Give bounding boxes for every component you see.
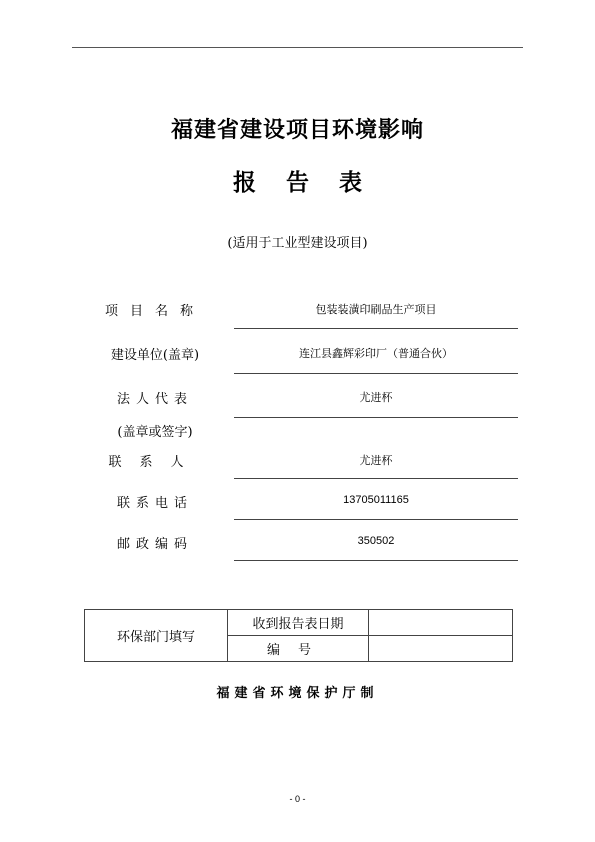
legal-rep-value: 尤进杯 — [359, 391, 393, 404]
received-date-label: 收到报告表日期 — [228, 610, 369, 636]
phone-label: 联系电话 — [116, 496, 193, 511]
postal-code-value: 350502 — [357, 535, 395, 547]
phone-value: 13705011165 — [343, 494, 409, 506]
number-label: 编号 — [228, 636, 369, 662]
postal-code-line — [234, 560, 518, 561]
project-name-label: 项目名称 — [104, 304, 205, 319]
number-cell[interactable] — [369, 636, 513, 662]
project-name-line — [234, 328, 518, 329]
document-title: 福建省建设项目环境影响 — [170, 117, 424, 143]
department-fill-label: 环保部门填写 — [85, 610, 228, 662]
seal-or-signature-label: (盖章或签字) — [117, 425, 193, 440]
document-subtitle: 报 告 表 — [232, 169, 362, 196]
received-date-cell[interactable] — [369, 610, 513, 636]
legal-rep-line — [234, 417, 518, 418]
issuer: 福建省环境保护厅制 — [216, 686, 379, 701]
contact-person-label: 联系人 — [108, 455, 202, 470]
page-number: - 0 - — [289, 794, 306, 804]
receipt-table — [84, 609, 513, 662]
scope-note: (适用于工业型建设项目) — [227, 236, 368, 251]
construction-unit-value: 连江县鑫辉彩印厂（普通合伙） — [299, 347, 453, 360]
contact-person-value: 尤进杯 — [359, 454, 393, 467]
header-rule — [72, 47, 523, 48]
construction-unit-label: 建设单位(盖章) — [110, 348, 200, 363]
postal-code-label: 邮政编码 — [116, 537, 193, 552]
project-name-value: 包装装潢印刷品生产项目 — [315, 303, 437, 316]
phone-line — [234, 519, 518, 520]
construction-unit-line — [234, 373, 518, 374]
legal-rep-label: 法人代表 — [116, 392, 193, 407]
contact-person-line — [234, 478, 518, 479]
